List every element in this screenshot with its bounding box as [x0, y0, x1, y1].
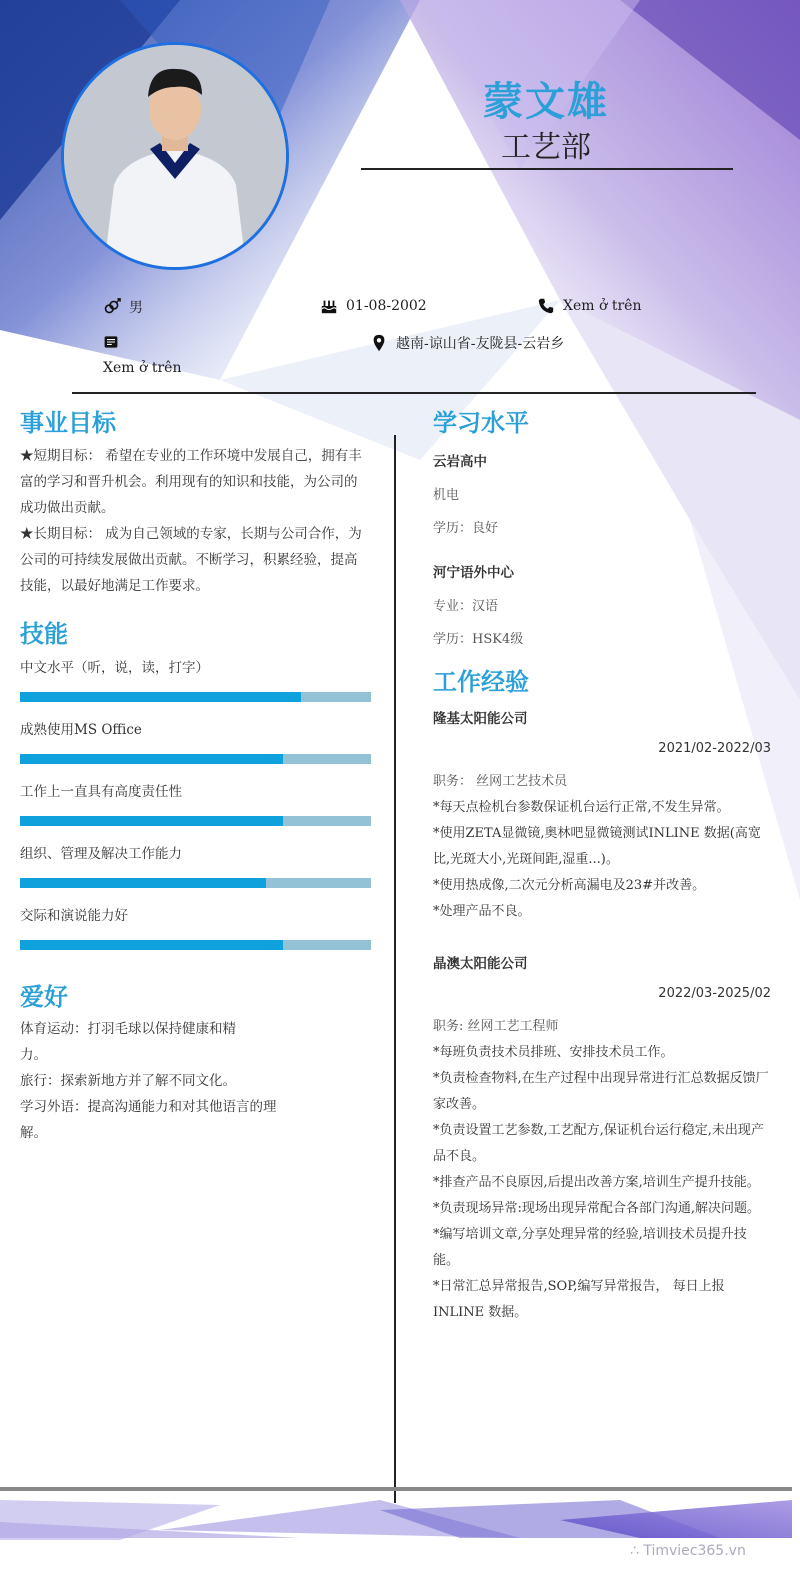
skill-label: 组织、管理及解决工作能力	[20, 846, 182, 862]
skill-bar	[20, 754, 371, 764]
watermark: ∴ Timviec365.vn	[630, 1543, 746, 1559]
education-list	[433, 450, 773, 647]
skill-bar-fill	[20, 816, 283, 826]
skill-bar	[20, 940, 371, 950]
header-divider	[361, 168, 733, 170]
phone-info	[537, 297, 641, 315]
school-item	[433, 450, 773, 561]
candidate-name: 蒙文雄	[483, 78, 609, 125]
work-heading: 工作经验	[433, 667, 529, 696]
profile-photo	[61, 42, 289, 270]
school-line1: 机电	[433, 488, 460, 503]
email-info	[103, 334, 181, 376]
job-role: 职务： 丝网工艺技术员	[433, 774, 568, 789]
skills-heading: 技能	[20, 619, 68, 648]
job-role: 职务: 丝网工艺工程师	[433, 1019, 559, 1034]
footer-divider	[0, 1487, 792, 1491]
column-divider	[394, 435, 396, 1503]
company-name: 晶澳太阳能公司	[433, 956, 528, 972]
career-heading: 事业目标	[20, 408, 116, 437]
skill-item	[20, 904, 371, 966]
skill-bar	[20, 816, 371, 826]
address-info	[370, 333, 564, 353]
school-line1: 专业：汉语	[433, 599, 499, 614]
school-name: 河宁语外中心	[433, 565, 514, 581]
skill-label: 工作上一直具有高度责任性	[20, 784, 182, 800]
hobbies-heading: 爱好	[20, 982, 68, 1011]
skill-bar-fill	[20, 754, 283, 764]
department-title: 工艺部	[501, 130, 591, 165]
company-name: 隆基太阳能公司	[433, 711, 528, 727]
skill-bar-fill	[20, 692, 301, 702]
job-description: *每天点检机台参数保证机台运行正常,不发生异常。 *使用ZETA显微镜,奥林吧显微镜测试INLINE 数据(高宽比,光斑大小,光斑间距,湿重...)。 *使用热成像,二次元分析高漏电及23#并改善。 *处理产品不良。	[433, 800, 761, 919]
skill-item	[20, 656, 371, 718]
person-silhouette-icon	[64, 45, 286, 267]
skill-label: 交际和演说能力好	[20, 908, 128, 924]
job-item	[433, 952, 771, 1326]
school-item	[433, 561, 773, 647]
main-divider	[72, 392, 756, 394]
skill-bar-fill	[20, 878, 266, 888]
birthday-cake-icon	[320, 297, 338, 315]
birthday-value: 01-08-2002	[346, 298, 427, 314]
skill-bar-fill	[20, 940, 283, 950]
skill-bar	[20, 878, 371, 888]
birthday-info	[320, 297, 427, 315]
skill-item	[20, 718, 371, 780]
career-text: ★短期目标： 希望在专业的工作环境中发展自己，拥有丰富的学习和晋升机会。利用现有的知识和技能，为公司的成功做出贡献。 ★长期目标： 成为自己领域的专家，长期与公司合作，为公司的可持续发展做出贡献。不断学习，积累经验，提高技能，以最好地满足工作要求。	[20, 448, 362, 594]
phone-value: Xem ở trên	[563, 298, 642, 314]
address-value: 越南-谅山省-友陇县-云岩乡	[396, 336, 565, 352]
location-pin-icon	[370, 334, 388, 352]
school-line2: 学历：良好	[433, 521, 499, 536]
skill-label: 成熟使用MS Office	[20, 722, 142, 738]
gender-value: 男	[129, 300, 143, 316]
skills-list	[20, 656, 371, 966]
job-date: 2022/03-2025/02	[658, 986, 771, 1001]
skill-item	[20, 842, 371, 904]
skill-item	[20, 780, 371, 842]
email-value: Xem ở trên	[103, 360, 182, 376]
gender-icon	[103, 298, 121, 316]
job-date: 2021/02-2022/03	[658, 741, 771, 756]
gender-info	[103, 297, 143, 317]
school-line2: 学历：HSK4级	[433, 632, 524, 647]
phone-icon	[537, 297, 555, 315]
school-name: 云岩高中	[433, 454, 487, 470]
job-item	[433, 707, 771, 925]
skill-label: 中文水平（听，说，读，打字）	[20, 660, 209, 676]
job-description: *每班负责技术员排班、安排技术员工作。 *负责检查物料,在生产过程中出现异常进行汇总数据反馈厂家改善。 *负责设置工艺参数,工艺配方,保证机台运行稳定,未出现产品不良。 *排查产品不良原因,后提出改善方案,培训生产提升技能。 *负责现场异常:现场出现异常配合各部门沟通,解决问题。 *编写培训文章,分享处理异常的经验,培训技术员提升技能。 *日常汇总异常报告,SOP,编写异常报告， 每日上报INLINE 数据。	[433, 1045, 769, 1320]
education-heading: 学习水平	[433, 408, 529, 437]
skill-bar	[20, 692, 371, 702]
hobbies-text: 体育运动：打羽毛球以保持健康和精 力。 旅行：探索新地方并了解不同文化。 学习外语：提高沟通能力和对其他语言的理 解。	[20, 1021, 277, 1141]
email-icon	[103, 334, 119, 350]
